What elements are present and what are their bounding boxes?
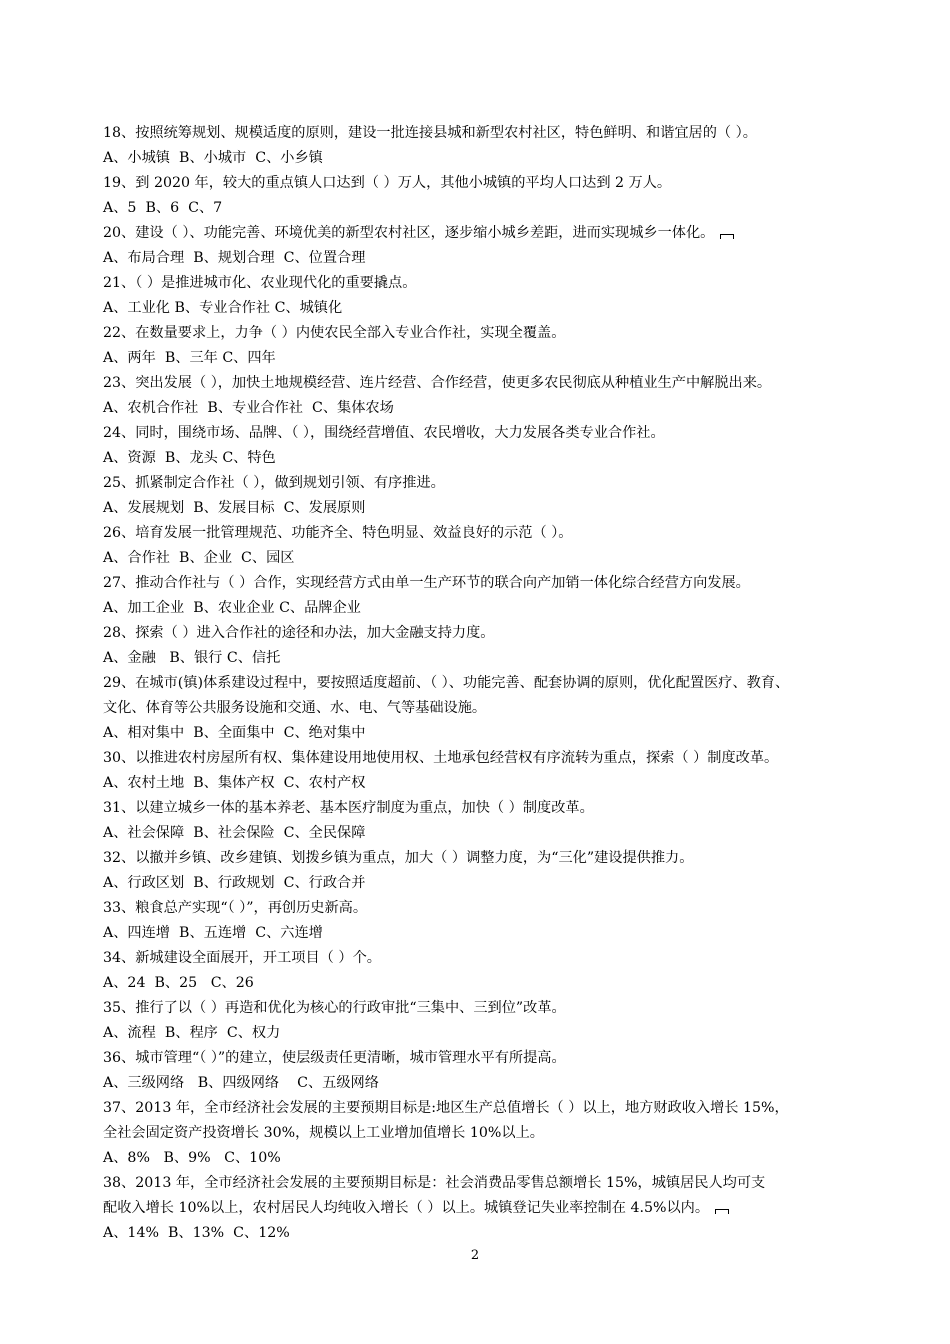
line-text: A、5 B、6 C、7 <box>103 200 223 216</box>
line-text: 36、城市管理“（ ）”的建立，使层级责任更清晰，城市管理水平有所提高。 <box>103 1050 566 1066</box>
text-line <box>103 246 853 271</box>
text-line <box>103 721 853 746</box>
line-text: A、小城镇 B、小城市 C、小乡镇 <box>103 150 323 166</box>
text-line <box>103 146 853 171</box>
text-line <box>103 446 853 471</box>
text-line <box>103 1221 853 1246</box>
paragraph-mark-icon <box>720 234 734 239</box>
line-text: A、两年 B、三年 C、四年 <box>103 350 276 366</box>
text-line <box>103 996 853 1021</box>
line-text: 21、（ ）是推进城市化、农业现代化的重要撬点。 <box>103 275 417 291</box>
line-text: A、资源 B、龙头 C、特色 <box>103 450 276 466</box>
text-line <box>103 321 853 346</box>
line-text: A、合作社 B、企业 C、园区 <box>103 550 295 566</box>
line-text: A、行政区划 B、行政规划 C、行政合并 <box>103 875 366 891</box>
text-line <box>103 1146 853 1171</box>
line-text: 37、2013 年，全市经济社会发展的主要预期目标是:地区生产总值增长（ ）以上，地方财政收入增长 15%， <box>103 1100 789 1116</box>
text-line <box>103 796 853 821</box>
line-text: 29、在城市(镇)体系建设过程中，要按照适度超前、（ ）、功能完善、配套协调的原则，优化配置医疗、教育、 <box>103 675 790 691</box>
line-text: A、社会保障 B、社会保险 C、全民保障 <box>103 825 366 841</box>
text-line <box>103 621 853 646</box>
line-text: 26、培育发展一批管理规范、功能齐全、特色明显、效益良好的示范（ ）。 <box>103 525 573 541</box>
page-number: 2 <box>470 1248 480 1263</box>
line-text: A、14% B、13% C、12% <box>103 1225 290 1241</box>
text-line <box>103 421 853 446</box>
line-text: 31、以建立城乡一体的基本养老、基本医疗制度为重点，加快（ ）制度改革。 <box>103 800 594 816</box>
text-line <box>103 1046 853 1071</box>
line-text: A、四连增 B、五连增 C、六连增 <box>103 925 323 941</box>
text-line <box>103 846 853 871</box>
line-text: 30、以推进农村房屋所有权、集体建设用地使用权、土地承包经营权有序流转为重点，探索（ ）制度改革。 <box>103 750 779 766</box>
line-text: A、农村土地 B、集体产权 C、农村产权 <box>103 775 366 791</box>
text-line <box>103 671 853 696</box>
text-line <box>103 971 853 996</box>
line-text: A、24 B、25 C、26 <box>103 975 254 991</box>
paragraph-mark-icon <box>715 1209 729 1214</box>
text-line <box>103 1021 853 1046</box>
line-text: 38、2013 年，全市经济社会发展的主要预期目标是：社会消费品零售总额增长 15%，城镇居民人均可支 <box>103 1175 766 1191</box>
text-line <box>103 171 853 196</box>
line-text: A、布局合理 B、规划合理 C、位置合理 <box>103 250 366 266</box>
line-text: 34、新城建设全面展开，开工项目（ ）个。 <box>103 950 381 966</box>
text-line <box>103 646 853 671</box>
text-line <box>103 396 853 421</box>
line-text: 全社会固定资产投资增长 30%，规模以上工业增加值增长 10%以上。 <box>103 1125 544 1141</box>
text-line <box>103 221 853 246</box>
line-text: 28、探索（ ）进入合作社的途径和办法，加大金融支持力度。 <box>103 625 495 641</box>
line-text: 35、推行了以（ ）再造和优化为核心的行政审批“三集中、三到位”改革。 <box>103 1000 566 1016</box>
text-line <box>103 871 853 896</box>
line-text: 18、按照统筹规划、规模适度的原则，建设一批连接县城和新型农村社区，特色鲜明、和谐宜居的（ ）。 <box>103 125 757 141</box>
text-line <box>103 821 853 846</box>
line-text: 24、同时，围绕市场、品牌、（ ），围绕经营增值、农民增收，大力发展各类专业合作社。 <box>103 425 665 441</box>
text-line <box>103 121 853 146</box>
line-text: 20、建设（ ）、功能完善、环境优美的新型农村社区，逐步缩小城乡差距，进而实现城乡一体化。 <box>103 225 715 241</box>
text-line <box>103 546 853 571</box>
line-text: 33、粮食总产实现“（ ）”，再创历史新高。 <box>103 900 368 916</box>
line-text: 22、在数量要求上，力争（ ）内使农民全部入专业合作社，实现全覆盖。 <box>103 325 566 341</box>
line-text: 19、到 2020 年，较大的重点镇人口达到（ ）万人，其他小城镇的平均人口达到 2 万人。 <box>103 175 672 191</box>
text-line <box>103 946 853 971</box>
line-text: 配收入增长 10%以上，农村居民人均纯收入增长（ ）以上。城镇登记失业率控制在 4.5%以内。 <box>103 1200 710 1216</box>
text-line <box>103 271 853 296</box>
text-line <box>103 1171 853 1196</box>
line-text: A、工业化 B、专业合作社 C、城镇化 <box>103 300 343 316</box>
text-line <box>103 346 853 371</box>
text-line <box>103 921 853 946</box>
text-line <box>103 296 853 321</box>
line-text: A、三级网络 B、四级网络 C、五级网络 <box>103 1075 379 1091</box>
text-line <box>103 596 853 621</box>
line-text: A、发展规划 B、发展目标 C、发展原则 <box>103 500 366 516</box>
line-text: 32、以撤并乡镇、改乡建镇、划拨乡镇为重点，加大（ ）调整力度，为“三化”建设提供推力。 <box>103 850 694 866</box>
line-text: A、流程 B、程序 C、权力 <box>103 1025 281 1041</box>
line-text: A、相对集中 B、全面集中 C、绝对集中 <box>103 725 366 741</box>
text-line <box>103 1096 853 1121</box>
text-line <box>103 771 853 796</box>
line-text: A、农机合作社 B、专业合作社 C、集体农场 <box>103 400 394 416</box>
line-text: 文化、体育等公共服务设施和交通、水、电、气等基础设施。 <box>103 700 487 716</box>
line-text: A、金融 B、银行 C、信托 <box>103 650 281 666</box>
text-line <box>103 746 853 771</box>
text-line <box>103 1071 853 1096</box>
text-line <box>103 471 853 496</box>
text-line <box>103 1196 853 1221</box>
line-text: 23、突出发展（ ），加快土地规模经营、连片经营、合作经营，使更多农民彻底从种植业生产中解脱出来。 <box>103 375 772 391</box>
line-text: 25、抓紧制定合作社（ ），做到规划引领、有序推进。 <box>103 475 445 491</box>
line-text: A、加工企业 B、农业企业 C、品牌企业 <box>103 600 361 616</box>
text-line <box>103 696 853 721</box>
text-line <box>103 1121 853 1146</box>
line-text: 27、推动合作社与（ ）合作，实现经营方式由单一生产环节的联合向产加销一体化综合经营方向发展。 <box>103 575 750 591</box>
text-line <box>103 896 853 921</box>
text-line <box>103 571 853 596</box>
text-line <box>103 371 853 396</box>
text-line <box>103 521 853 546</box>
text-line <box>103 496 853 521</box>
question-list <box>103 121 853 1246</box>
text-line <box>103 196 853 221</box>
line-text: A、8% B、9% C、10% <box>103 1150 281 1166</box>
